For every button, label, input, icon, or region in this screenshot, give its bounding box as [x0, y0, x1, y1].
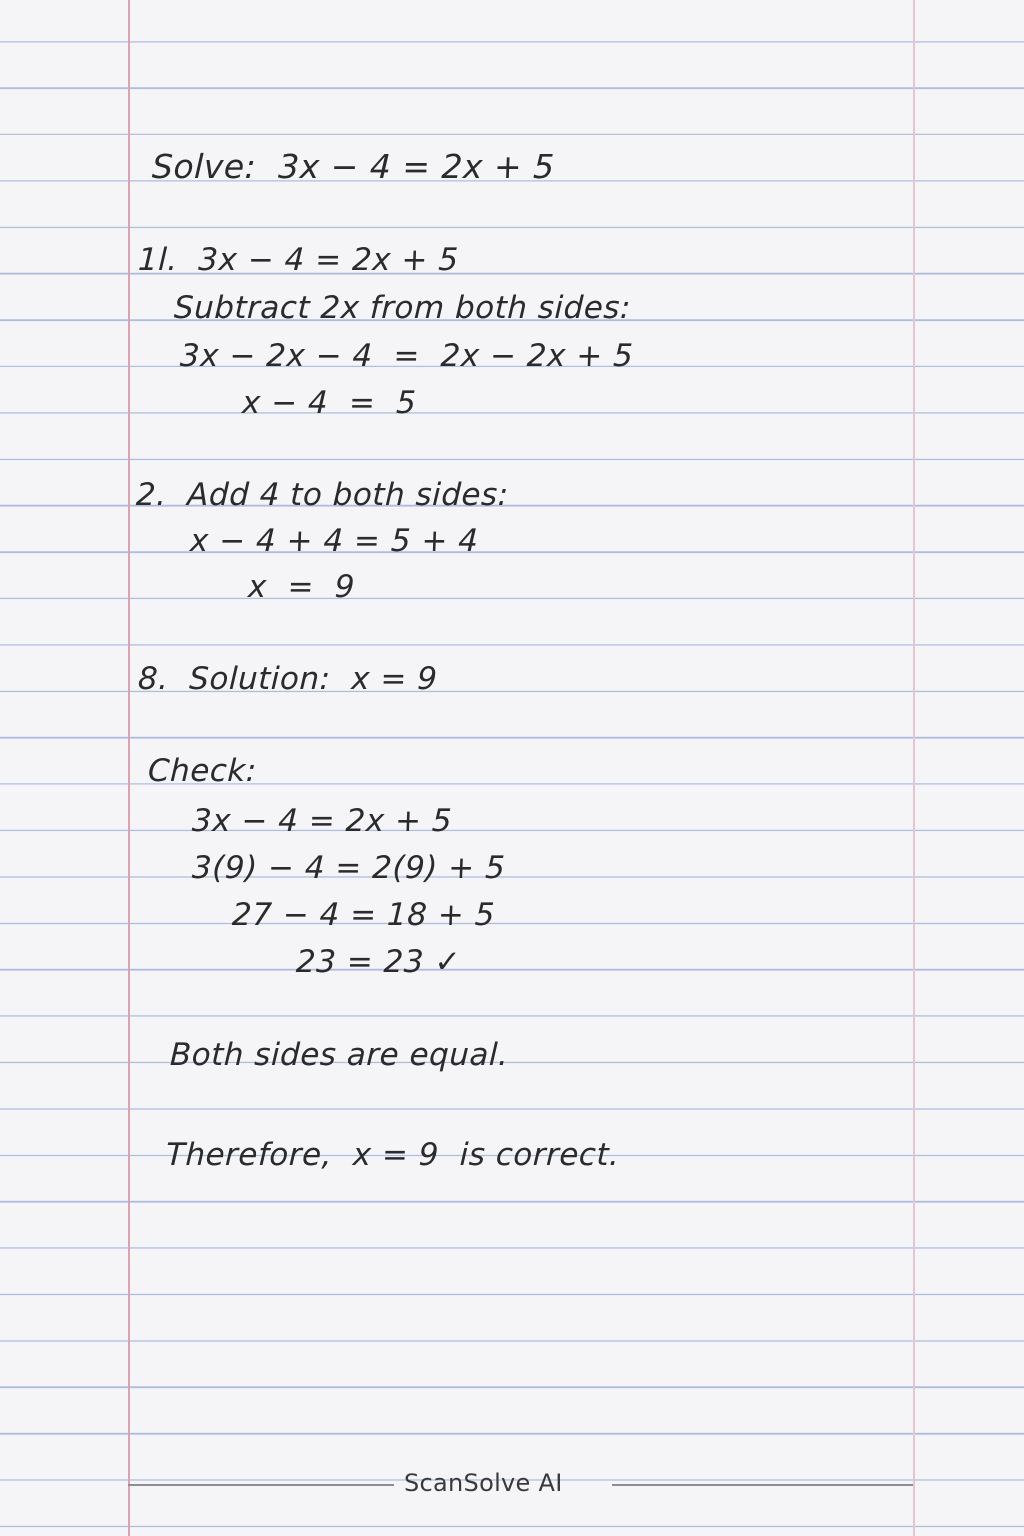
- step1-work-line1: 3x − 2x − 4 = 2x − 2x + 5: [179, 338, 634, 374]
- problem-statement: Solve: 3x − 4 = 2x + 5: [151, 147, 556, 186]
- check-line3: 27 − 4 = 18 + 5: [231, 897, 496, 933]
- footer-rule-left: [128, 1484, 394, 1486]
- footer: [0, 1462, 1024, 1502]
- conclusion-line1: Both sides are equal.: [169, 1037, 510, 1073]
- step1-work-line2: x − 4 = 5: [241, 385, 418, 421]
- step2-work-line1: x − 4 + 4 = 5 + 4: [189, 523, 480, 559]
- step1-equation: 1l. 3x − 4 = 2x + 5: [137, 242, 460, 278]
- check-line1: 3x − 4 = 2x + 5: [191, 803, 453, 839]
- footer-rule-right: [612, 1484, 913, 1486]
- step1-instruction: Subtract 2x from both sides:: [173, 290, 632, 326]
- right-margin-line: [913, 0, 915, 1536]
- step2-instruction: 2. Add 4 to both sides:: [135, 477, 510, 513]
- conclusion-line2: Therefore, x = 9 is correct.: [165, 1137, 621, 1173]
- check-label: Check:: [147, 753, 258, 789]
- footer-brand: ScanSolve AI: [404, 1469, 563, 1497]
- left-margin-line: [128, 0, 130, 1536]
- step2-work-line2: x = 9: [247, 569, 356, 605]
- check-line4: 23 = 23 ✓: [295, 944, 462, 980]
- solution-line: 8. Solution: x = 9: [137, 661, 439, 697]
- check-line2: 3(9) − 4 = 2(9) + 5: [191, 850, 506, 886]
